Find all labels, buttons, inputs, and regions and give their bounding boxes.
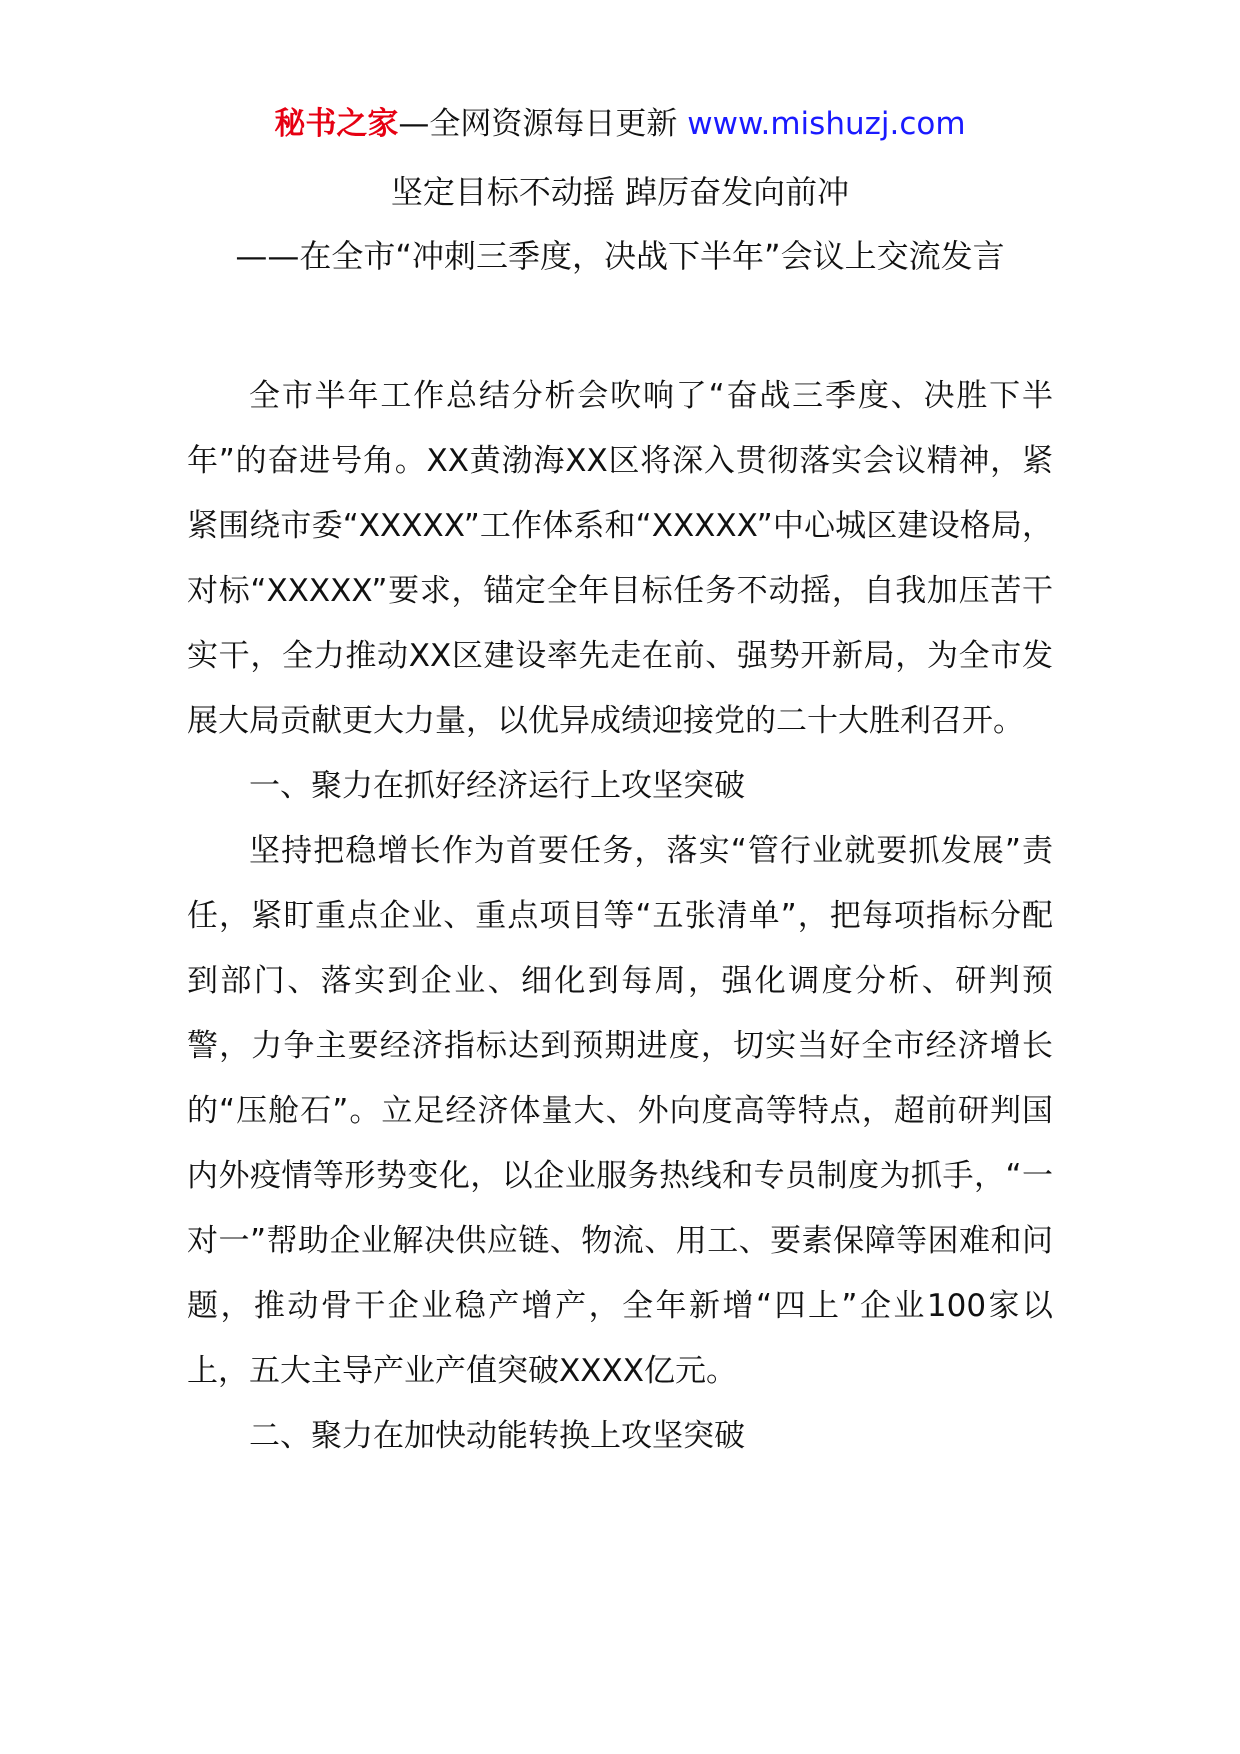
body-paragraph: 全市半年工作总结分析会吹响了“奋战三季度、决胜下半年”的奋进号角。XX黄渤海XX区将深入贯彻落实会议精神，紧紧围绕市委“XXXXX”工作体系和“XXXXX”中心城区建设格局，对标“XXXXX”要求，锚定全年目标任务不动摇，自我加压苦干实干，全力推动XX区建设率先走在前、强势开新局，为全市发展大局贡献更大力量，以优异成绩迎接党的二十大胜利召开。 [187,378,1053,739]
section-heading: 一、聚力在抓好经济运行上攻坚突破 [249,768,745,804]
site-brand: 秘书之家 [274,106,399,142]
document-title: 坚定目标不动摇 踔厉奋发向前冲 [390,173,850,211]
site-url-link[interactable]: www.mishuzj.com [687,106,966,142]
document-subtitle: ——在全市“冲刺三季度，决战下半年”会议上交流发言 [235,237,1005,275]
site-header [0,102,1240,146]
section-heading: 二、聚力在加快动能转换上攻坚突破 [249,1418,745,1454]
site-tagline: —全网资源每日更新 [398,106,688,142]
document-body [187,364,1053,1469]
body-paragraph: 坚持把稳增长作为首要任务，落实“管行业就要抓发展”责任，紧盯重点企业、重点项目等“五张清单”，把每项指标分配到部门、落实到企业、细化到每周，强化调度分析、研判预警，力争主要经济指标达到预期进度，切实当好全市经济增长的“压舱石”。立足经济体量大、外向度高等特点，超前研判国内外疫情等形势变化，以企业服务热线和专员制度为抓手，“一对一”帮助企业解决供应链、物流、用工、要素保障等困难和问题，推动骨干企业稳产增产，全年新增“四上”企业100家以上，五大主导产业产值突破XXXX亿元。 [187,833,1053,1389]
